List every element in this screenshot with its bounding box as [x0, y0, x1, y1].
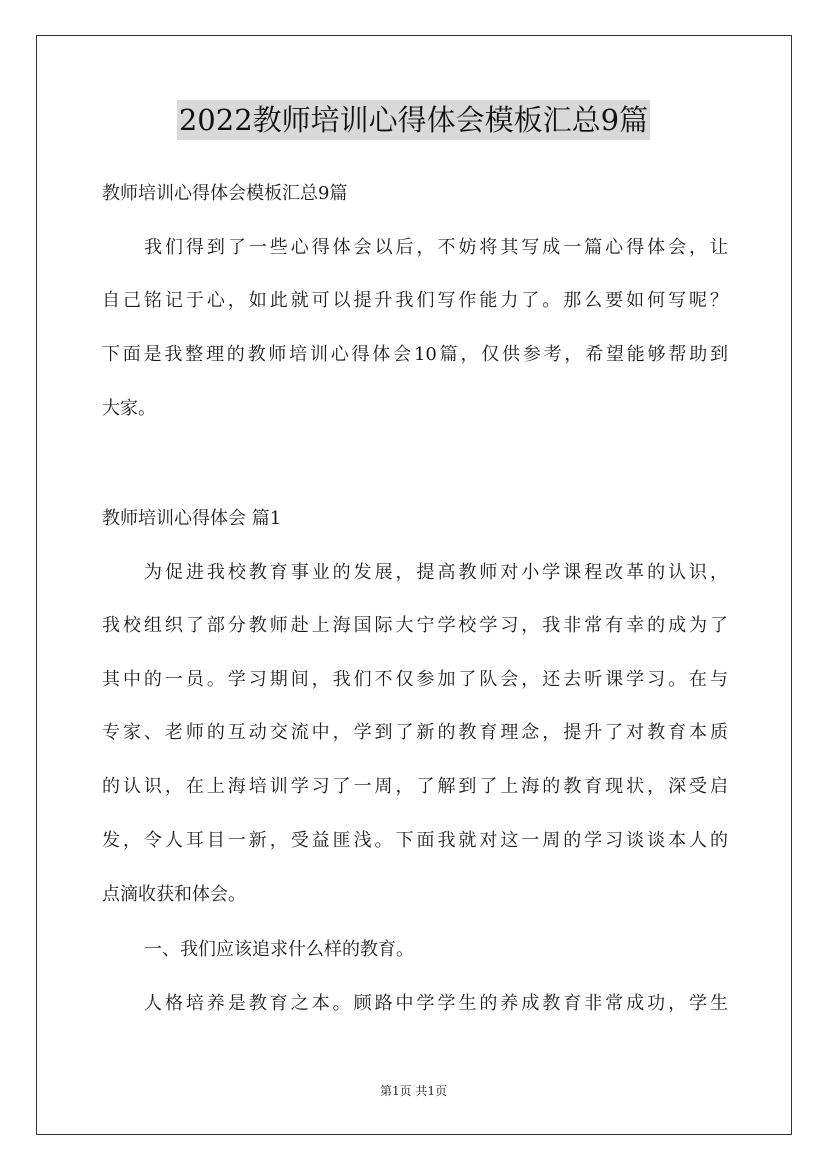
intro-line-4: 大家。: [102, 398, 156, 419]
section-line-2: 我校组织了部分教师赴上海国际大宁学校学习，我非常有幸的成为了: [102, 615, 728, 636]
section-heading: 教师培训心得体会 篇1: [102, 508, 282, 529]
intro-line-1: 我们得到了一些心得体会以后，不妨将其写成一篇心得体会，让: [144, 237, 728, 258]
section-line-6: 发，令人耳目一新，受益匪浅。下面我就对这一周的学习谈谈本人的: [102, 830, 728, 851]
intro-line-3: 下面是我整理的教师培训心得体会10篇，仅供参考，希望能够帮助到: [102, 344, 728, 365]
section-line-1: 为促进我校教育事业的发展，提高教师对小学课程改革的认识，: [144, 562, 728, 583]
document-title: 2022教师培训心得体会模板汇总9篇: [177, 100, 650, 140]
section-line-3: 其中的一员。学习期间，我们不仅参加了队会，还去听课学习。在与: [102, 669, 728, 690]
section-line-7: 点滴收获和体会。: [102, 884, 246, 905]
section-line-4: 专家、老师的互动交流中，学到了新的教育理念，提升了对教育本质: [102, 722, 728, 743]
section-line-5: 的认识，在上海培训学习了一周，了解到了上海的教育现状，深受启: [102, 776, 728, 797]
last-paragraph-line: 人格培养是教育之本。顾路中学学生的养成教育非常成功，学生: [144, 993, 728, 1014]
intro-line-2: 自己铭记于心，如此就可以提升我们写作能力了。那么要如何写呢？: [102, 290, 728, 311]
document-subtitle: 教师培训心得体会模板汇总9篇: [102, 183, 348, 204]
point-one-heading: 一、我们应该追求什么样的教育。: [144, 939, 414, 960]
page-footer: 第1页 共1页: [379, 1084, 448, 1098]
title-container: [0, 100, 827, 140]
